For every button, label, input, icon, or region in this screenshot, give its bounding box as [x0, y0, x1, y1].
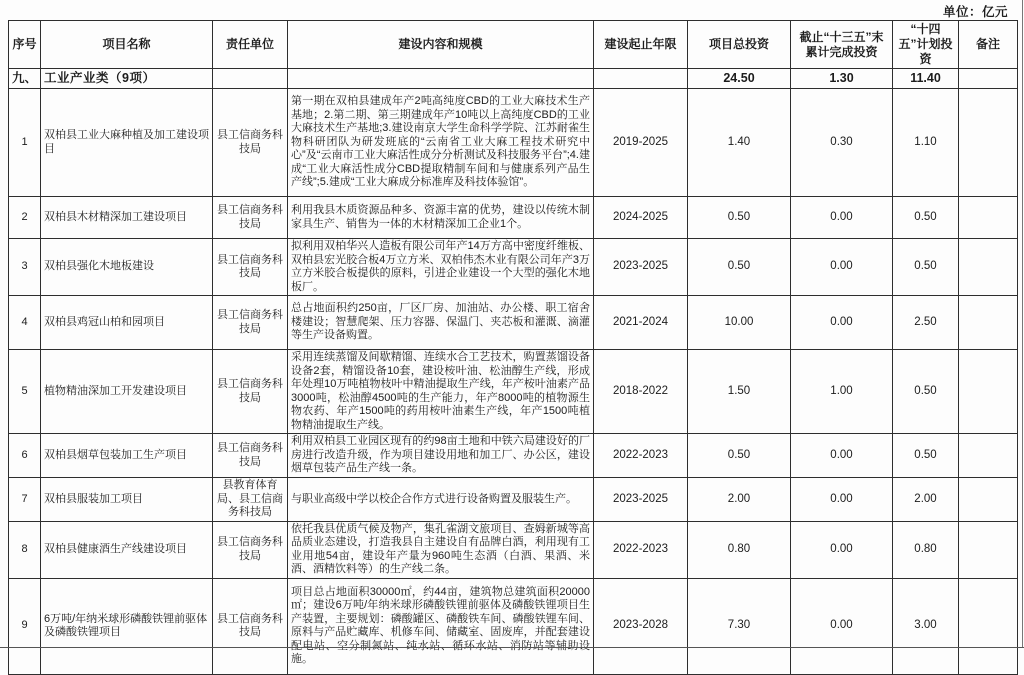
- cell-seq: 9: [9, 578, 41, 674]
- cell-name: 植物精油深加工开发建设项目: [41, 350, 213, 434]
- cell-content: 采用连续蒸馏及间歇精馏、连续水合工艺技术，购置蒸馏设备设备2套，精馏设备10套，建设桉叶油、松油醇生产线，形成年处理10万吨植物枝叶中精油提取生产线，年产桉叶油素产品3000吨，松油醇4500吨的生产能力，年产8000吨的植物源生物农药、年产1500吨的药用桉叶油素生产线，年产1500吨植物精油提取生产线。: [288, 350, 594, 434]
- cell-remark: [959, 197, 1018, 239]
- cell-planned: 3.00: [893, 578, 959, 674]
- cell-period: 2023-2025: [594, 478, 688, 522]
- header-total-investment: 项目总投资: [688, 21, 791, 69]
- cell-name: 双柏县烟草包装加工生产项目: [41, 434, 213, 478]
- cell-period: 2023-2028: [594, 578, 688, 674]
- header-planned-investment: “十四五”计划投资: [893, 21, 959, 69]
- cell-remark: [959, 521, 1018, 578]
- cell-planned: 0.50: [893, 350, 959, 434]
- cell-content: [288, 69, 594, 89]
- cell-remark: [959, 578, 1018, 674]
- cell-remark: [959, 89, 1018, 197]
- cell-planned: 1.10: [893, 89, 959, 197]
- cell-name: 双柏县健康酒生产线建设项目: [41, 521, 213, 578]
- cell-planned: 0.50: [893, 197, 959, 239]
- cell-completed: 0.00: [791, 478, 893, 522]
- cell-total: 0.50: [688, 239, 791, 296]
- section-row: [9, 69, 1018, 89]
- cell-completed: 0.30: [791, 89, 893, 197]
- table-row: [9, 350, 1018, 434]
- cell-total: 7.30: [688, 578, 791, 674]
- cell-seq: 6: [9, 434, 41, 478]
- cell-total: 1.40: [688, 89, 791, 197]
- cell-seq: 3: [9, 239, 41, 296]
- cell-completed: 0.00: [791, 296, 893, 350]
- header-responsible-unit: 责任单位: [213, 21, 288, 69]
- cell-remark: [959, 296, 1018, 350]
- header-seq: 序号: [9, 21, 41, 69]
- cell-period: 2024-2025: [594, 197, 688, 239]
- table-row: [9, 478, 1018, 522]
- cell-period: 2019-2025: [594, 89, 688, 197]
- cell-remark: [959, 69, 1018, 89]
- cell-content: 利用双柏县工业园区现有的约98亩土地和中铁六局建设好的厂房进行改造升级，作为项目建设用地和加工厂、办公区，建设烟草包装产品生产线一条。: [288, 434, 594, 478]
- header-construction-content: 建设内容和规模: [288, 21, 594, 69]
- cell-unit: 县工信商务科技局: [213, 239, 288, 296]
- cell-period: [594, 69, 688, 89]
- cell-seq: 1: [9, 89, 41, 197]
- cell-completed: 1.00: [791, 350, 893, 434]
- header-construction-period: 建设起止年限: [594, 21, 688, 69]
- cell-name: 双柏县鸡冠山柏和园项目: [41, 296, 213, 350]
- page-bottom-border: [0, 647, 1024, 648]
- cell-planned: 0.80: [893, 521, 959, 578]
- cell-total: 1.50: [688, 350, 791, 434]
- cell-completed: 0.00: [791, 578, 893, 674]
- project-table: [8, 20, 1018, 675]
- table-row: [9, 197, 1018, 239]
- cell-planned: 0.50: [893, 239, 959, 296]
- cell-seq: 7: [9, 478, 41, 522]
- cell-period: 2023-2025: [594, 239, 688, 296]
- cell-remark: [959, 478, 1018, 522]
- cell-planned: 11.40: [893, 69, 959, 89]
- cell-total: 10.00: [688, 296, 791, 350]
- header-project-name: 项目名称: [41, 21, 213, 69]
- cell-completed: 1.30: [791, 69, 893, 89]
- cell-seq: 4: [9, 296, 41, 350]
- cell-content: 第一期在双柏县建成年产2吨高纯度CBD的工业大麻技术生产基地；2.第二期、第三期建成年产10吨以上高纯度CBD的工业大麻技术生产基地;3.建设南京大学生命科学学院、江苏耐雀生物科研团队为研发班底的“云南省工业大麻工程技术研究中心”及“云南市工业大麻活性成分分析测试及科技服务平台”;4.建成“工业大麻活性成分CBD提取精制车间和与健康系列产品生产线”;5.建成“工业大麻成分标准库及科技体验馆”。: [288, 89, 594, 197]
- cell-period: 2022-2023: [594, 434, 688, 478]
- cell-content: 依托我县优质气候及物产，集孔雀湖文旅项目、查姆新城等高品质业态建设，打造我县自主建设自有品牌白酒，利用现有工业用地54亩，建设年产量为960吨生态酒（白酒、果酒、米酒、酒精饮料等）的生产线二条。: [288, 521, 594, 578]
- unit-label: 单位：亿元: [942, 5, 1008, 19]
- cell-remark: [959, 350, 1018, 434]
- cell-name: 双柏县工业大麻种植及加工建设项目: [41, 89, 213, 197]
- table-row: [9, 296, 1018, 350]
- cell-unit: 县工信商务科技局: [213, 296, 288, 350]
- cell-total: 2.00: [688, 478, 791, 522]
- cell-completed: 0.00: [791, 197, 893, 239]
- cell-remark: [959, 239, 1018, 296]
- cell-planned: 2.50: [893, 296, 959, 350]
- cell-name: 6万吨/年纳米球形磷酸铁锂前驱体及磷酸铁锂项目: [41, 578, 213, 674]
- cell-content: 总占地面积约250亩，厂区厂房、加油站、办公楼、职工宿舍楼建设；智慧爬架、压力容器、保温门、夹芯板和灌溉、滴灌等生产设备购置。: [288, 296, 594, 350]
- cell-name: 双柏县服装加工项目: [41, 478, 213, 522]
- cell-completed: 0.00: [791, 434, 893, 478]
- table-row: [9, 521, 1018, 578]
- cell-planned: 0.50: [893, 434, 959, 478]
- cell-remark: [959, 434, 1018, 478]
- cell-planned: 2.00: [893, 478, 959, 522]
- header-completed-investment: 截止“十三五”末累计完成投资: [791, 21, 893, 69]
- cell-unit: 县工信商务科技局: [213, 350, 288, 434]
- cell-content: 拟利用双柏华兴人造板有限公司年产14万方高中密度纤维板、双柏县宏光胶合板4万立方米、双柏伟杰木业有限公司年产3万立方米胶合板提供的原料，引进企业建设一个大型的强化木地板厂。: [288, 239, 594, 296]
- cell-unit: 县工信商务科技局: [213, 89, 288, 197]
- cell-completed: 0.00: [791, 239, 893, 296]
- cell-seq: 九、: [9, 69, 41, 89]
- header-remark: 备注: [959, 21, 1018, 69]
- cell-total: 0.80: [688, 521, 791, 578]
- cell-unit: 县工信商务科技局: [213, 578, 288, 674]
- table-row: [9, 578, 1018, 674]
- cell-content: 利用我县木质资源品种多、资源丰富的优势，建设以传统木制家具生产、销售为一体的木材精深加工企业1个。: [288, 197, 594, 239]
- cell-unit: 县教育体育局、县工信商务科技局: [213, 478, 288, 522]
- table-row: [9, 434, 1018, 478]
- cell-unit: 县工信商务科技局: [213, 197, 288, 239]
- cell-name: 工业产业类（9项）: [41, 69, 213, 89]
- cell-content: 项目总占地面积30000㎡，约44亩，建筑物总建筑面积20000㎡；建设6万吨/年纳米球形磷酸铁锂前驱体及磷酸铁锂项目生产装置，主要规划：磷酸罐区、磷酸铁车间、磷酸铁锂车间、原料与产品贮藏库、机修车间、储藏室、固废库，并配套建设配电站、空分制氮站、纯水站、循环水站、消防站等辅助设施。: [288, 578, 594, 674]
- cell-content: 与职业高级中学以校企合作方式进行设备购置及服装生产。: [288, 478, 594, 522]
- cell-total: 0.50: [688, 197, 791, 239]
- table-row: [9, 239, 1018, 296]
- cell-period: 2018-2022: [594, 350, 688, 434]
- cell-name: 双柏县木材精深加工建设项目: [41, 197, 213, 239]
- cell-seq: 8: [9, 521, 41, 578]
- cell-unit: [213, 69, 288, 89]
- cell-period: 2021-2024: [594, 296, 688, 350]
- header-row: [9, 21, 1018, 69]
- cell-completed: 0.00: [791, 521, 893, 578]
- cell-name: 双柏县强化木地板建设: [41, 239, 213, 296]
- cell-seq: 2: [9, 197, 41, 239]
- cell-period: 2022-2023: [594, 521, 688, 578]
- cell-seq: 5: [9, 350, 41, 434]
- cell-unit: 县工信商务科技局: [213, 434, 288, 478]
- cell-total: 24.50: [688, 69, 791, 89]
- cell-unit: 县工信商务科技局: [213, 521, 288, 578]
- cell-total: 0.50: [688, 434, 791, 478]
- page-right-border: [1022, 0, 1023, 648]
- table-row: [9, 89, 1018, 197]
- table-body: [9, 69, 1018, 675]
